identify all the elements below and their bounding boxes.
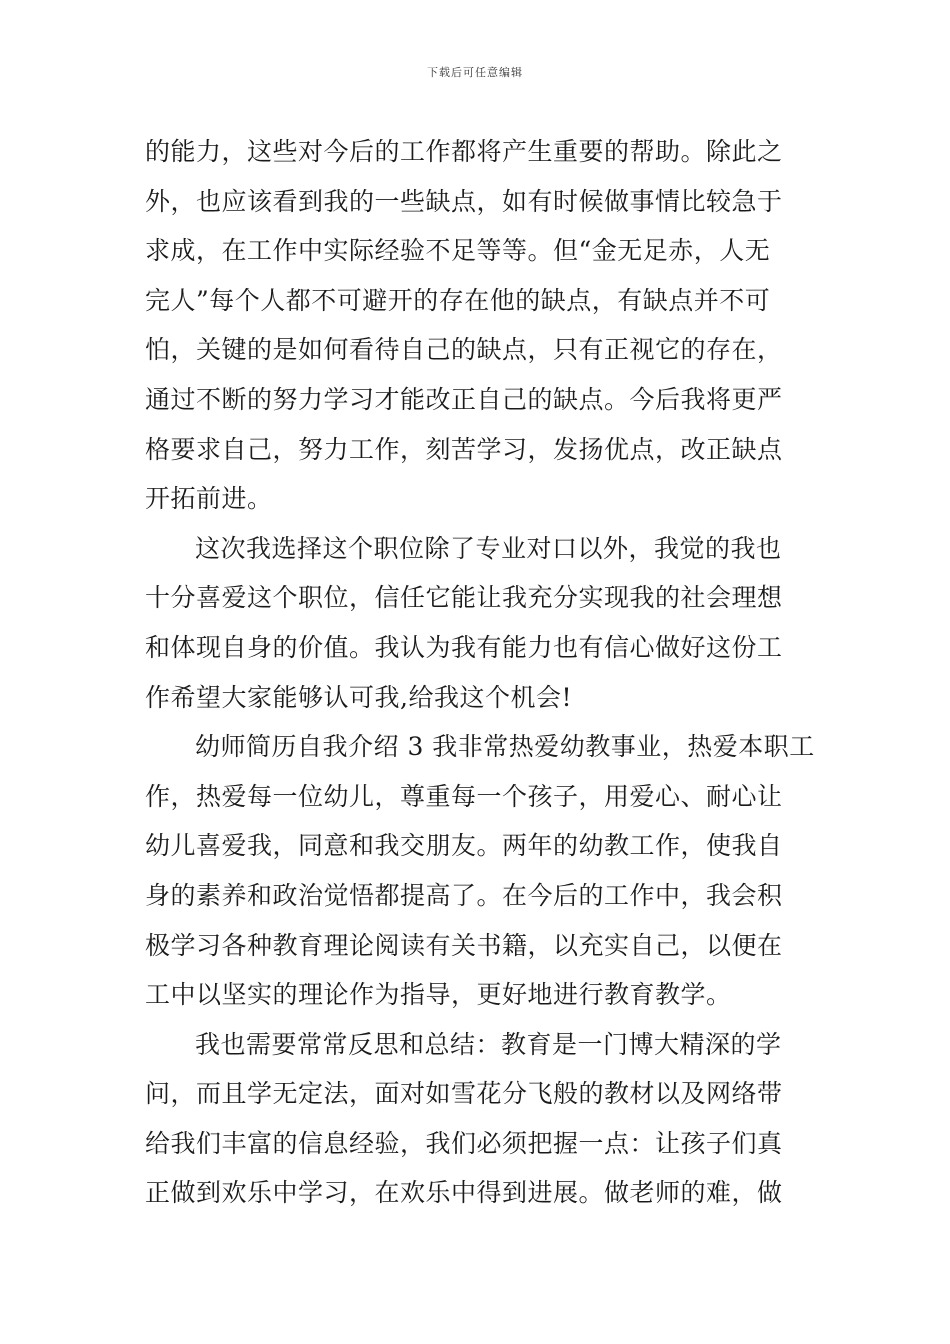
paragraph-line: 问，而且学无定法，面对如雪花分飞般的教材以及网络带 [145, 1079, 783, 1109]
paragraph-line: 幼儿喜爱我，同意和我交朋友。两年的幼教工作，使我自 [145, 831, 783, 861]
paragraph-line: 幼师简历自我介绍 3 我非常热爱幼教事业，热爱本职工 [195, 732, 815, 762]
paragraph-line: 极学习各种教育理论阅读有关书籍，以充实自己，以便在 [145, 930, 783, 960]
paragraph-line: 作，热爱每一位幼儿，尊重每一个孩子，用爱心、耐心让 [145, 781, 783, 811]
paragraph-line: 身的素养和政治觉悟都提高了。在今后的工作中，我会积 [145, 880, 783, 910]
paragraph-4 [145, 1020, 805, 1218]
paragraph-line: 我也需要常常反思和总结：教育是一门博大精深的学 [195, 1029, 782, 1059]
paragraph-line: 作希望大家能够认可我,给我这个机会! [145, 682, 572, 712]
paragraph-line: 这次我选择这个职位除了专业对口以外，我觉的我也 [195, 533, 782, 563]
paragraph-2 [145, 524, 805, 722]
paragraph-line: 开拓前进。 [145, 484, 273, 514]
paragraph-line: 的能力，这些对今后的工作都将产生重要的帮助。除此之 [145, 137, 783, 166]
paragraph-line: 求成，在工作中实际经验不足等等。但“金无足赤，人无 [145, 236, 771, 266]
paragraph-line: 怕，关键的是如何看待自己的缺点，只有正视它的存在， [145, 335, 783, 365]
paragraph-line: 十分喜爱这个职位，信任它能让我充分实现我的社会理想 [145, 583, 783, 613]
paragraph-3 [145, 722, 815, 1020]
paragraph-line: 和体现自身的价值。我认为我有能力也有信心做好这份工 [145, 632, 783, 662]
paragraph-line: 通过不断的努力学习才能改正自己的缺点。今后我将更严 [145, 384, 783, 414]
paragraph-line: 完人”每个人都不可避开的存在他的缺点，有缺点并不可 [145, 285, 771, 315]
paragraph-line: 外，也应该看到我的一些缺点，如有时候做事情比较急于 [145, 186, 783, 216]
paragraph-line: 正做到欢乐中学习，在欢乐中得到进展。做老师的难，做 [145, 1178, 783, 1208]
paragraph-line: 工中以坚实的理论作为指导，更好地进行教育教学。 [145, 980, 732, 1010]
paragraph-line: 给我们丰富的信息经验，我们必须把握一点：让孩子们真 [145, 1128, 783, 1158]
paragraph-line: 格要求自己，努力工作，刻苦学习，发扬优点，改正缺点 [145, 434, 783, 464]
paragraph-1 [145, 127, 805, 524]
document-body [145, 127, 815, 1218]
page-header: 下载后可任意编辑 [427, 66, 523, 79]
